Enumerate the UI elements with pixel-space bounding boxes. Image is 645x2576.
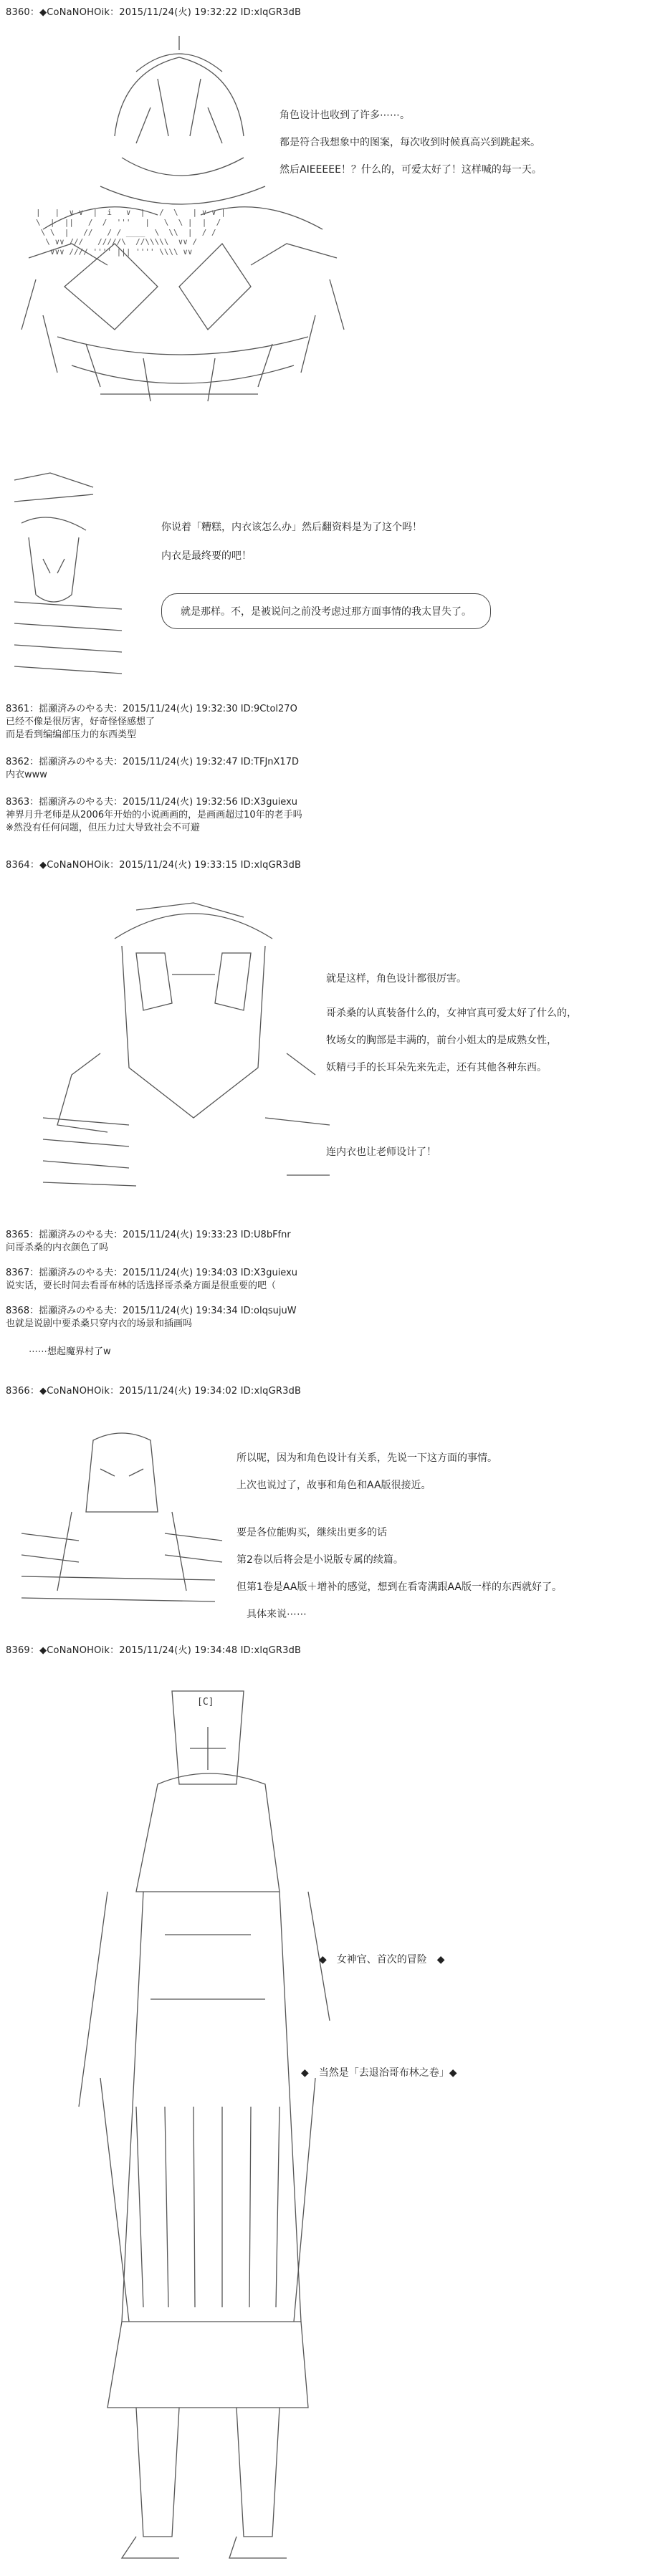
post-8360-line-1: 角色设计也收到了许多⋯⋯。: [280, 110, 410, 121]
post-8360b-line-2: 内衣是最终要的吧！: [161, 550, 252, 562]
post-8366-line-2: 上次也说过了，故事和角色和AA版很接近。: [236, 1480, 431, 1491]
reply-8363-line-2: ※然没有任何问题，但压力过大导致社会不可避: [6, 823, 200, 833]
post-8360-line-3: 然后AIEEEEE！？什么的，可爱太好了！这样喊的每一天。: [280, 164, 542, 176]
reply-8362-line-1: 内衣www: [6, 770, 47, 780]
aa-character-hooded: [14, 1426, 229, 1612]
reply-aside: ⋯⋯想起魔界村了w: [29, 1346, 111, 1357]
reply-8361-line-2: 而是看到编编部压力的东西类型: [6, 729, 137, 740]
post-8364-line-2: 哥杀桑的认真装备什么的，女神官真可爱太好了什么的，: [326, 1007, 577, 1019]
post-8360-line-2: 都是符合我想象中的图案，每次收到时候真高兴到跳起来。: [280, 137, 540, 148]
post-8366-line-5: 第2卷以后将会是小说版专属的续篇。: [236, 1554, 403, 1566]
post-8364-line-4: 妖精弓手的长耳朵先来先走，还有其他各种东西。: [326, 1062, 547, 1073]
reply-8361-line-1: 已经不像是很厉害，好奇怪怪感想了: [6, 717, 156, 727]
reply-8361-header: 8361：揺瀬済みのやる夫：2015/11/24(火) 19:32:30 ID:9Ctol27O: [6, 704, 297, 714]
post-8366-line-4: 要是各位能购买，继续出更多的话: [236, 1527, 387, 1538]
aa-armor-texture: | | ∨ ∨ | i ∨ | / \ | ∨ ∨ | \ | || / / ''' | \ \ | | / \ \ | // / / ____ \ \\ | / / \ ∨∨ /// /////\ //\\\\\ ∨∨ / ∨∨∨ //// '''' ||| '''' \\\\ ∨∨: [36, 208, 226, 257]
reply-8363-header: 8363：揺瀬済みのやる夫：2015/11/24(火) 19:32:56 ID:X3guiexu: [6, 797, 298, 808]
reply-8368-line-1: 也就是说剧中要杀桑只穿内衣的场景和插画吗: [6, 1318, 193, 1329]
post-8364-line-3: 牧场女的胸部是丰满的，前台小姐太的是成熟女性，: [326, 1035, 557, 1046]
speech-bubble: 就是那样。不，是被说问之前没考虑过那方面事情的我太冒失了。: [161, 593, 491, 629]
caption-priestess-first-adventure: ◆ 女神官、首次的冒险 ◆: [319, 1954, 445, 1965]
post-8360b-line-1: 你说着「糟糕，内衣该怎么办」然后翻资料是为了这个吗！: [161, 522, 422, 533]
aa-priestess-full-body: [64, 1677, 322, 2565]
label-c: [C]: [197, 1697, 214, 1708]
post-8366-header: 8366：◆CoNaNOHOik：2015/11/24(火) 19:34:02 ID:xlqGR3dB: [6, 1386, 302, 1397]
reply-8368-header: 8368：揺瀬済みのやる夫：2015/11/24(火) 19:34:34 ID:olqsujuW: [6, 1306, 297, 1316]
caption-goblin-slaying-chapter: ◆ 当然是「去退治哥布林之卷」◆: [301, 2067, 457, 2079]
post-8366-line-7: 具体来说⋯⋯: [236, 1609, 307, 1620]
reply-8365-header: 8365：揺瀬済みのやる夫：2015/11/24(火) 19:33:23 ID:U8bFfnr: [6, 1230, 291, 1240]
reply-8365-line-1: 问哥杀桑的内衣颜色了吗: [6, 1242, 109, 1253]
aa-character-glasses: [29, 889, 358, 1189]
post-8364-line-1: 就是这样，角色设计都很厉害。: [326, 973, 467, 985]
reply-8367-line-1: 说实话，要长时间去看哥布林的话选择哥杀桑方面是很重要的吧（: [6, 1280, 277, 1291]
reply-8362-header: 8362：揺瀬済みのやる夫：2015/11/24(火) 19:32:47 ID:TFJnX17D: [6, 757, 299, 767]
post-8366-line-6: 但第1卷是AA版＋增补的感觉，想到在看寄满跟AA版一样的东西就好了。: [236, 1581, 562, 1593]
aa-character-left: [7, 466, 136, 681]
post-8360-header: 8360：◆CoNaNOHOik：2015/11/24(火) 19:32:22 ID:xlqGR3dB: [6, 7, 302, 18]
post-8364-line-5: 连内衣也让老师设计了！: [326, 1146, 436, 1158]
post-8364-header: 8364：◆CoNaNOHOik：2015/11/24(火) 19:33:15 ID:xlqGR3dB: [6, 860, 302, 871]
post-8366-line-1: 所以呢，因为和角色设计有关系，先说一下这方面的事情。: [236, 1452, 497, 1464]
post-8369-header: 8369：◆CoNaNOHOik：2015/11/24(火) 19:34:48 ID:xlqGR3dB: [6, 1645, 302, 1656]
reply-8367-header: 8367：揺瀬済みのやる夫：2015/11/24(火) 19:34:03 ID:X3guiexu: [6, 1268, 298, 1278]
reply-8363-line-1: 神界月升老师是从2006年开始的小说画画的，是画画超过10年的老手吗: [6, 810, 302, 820]
